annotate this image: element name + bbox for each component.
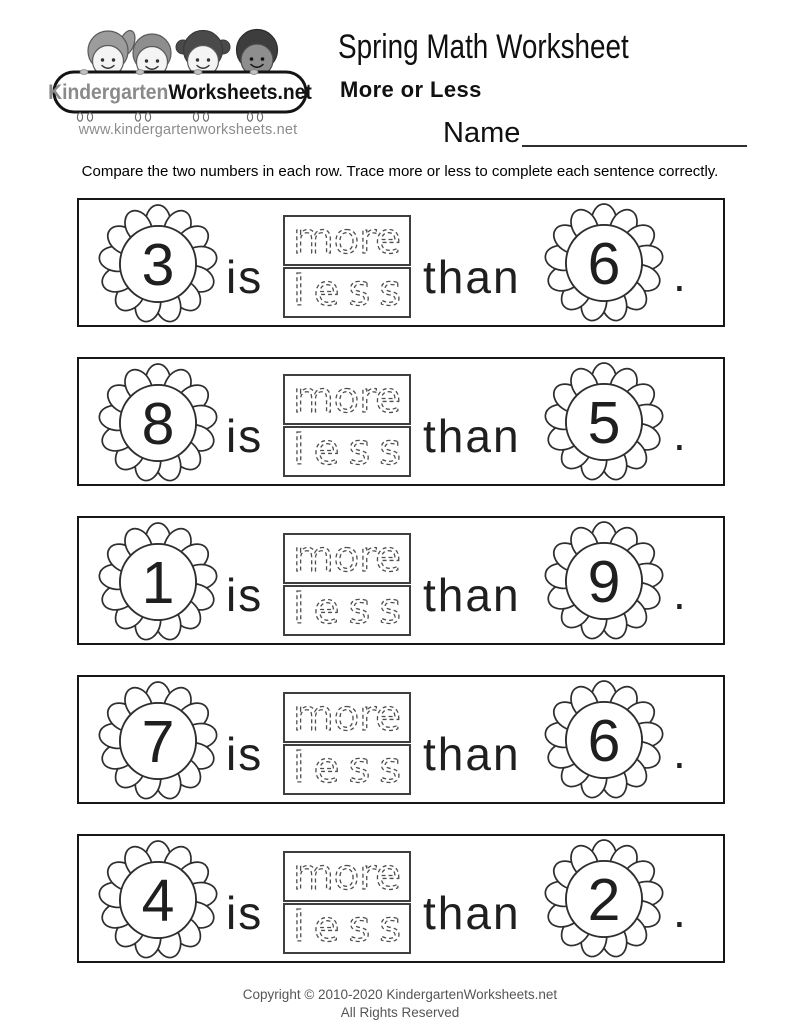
trace-box: [283, 692, 411, 795]
sentence-period: .: [673, 249, 686, 301]
word-than: than: [423, 251, 521, 303]
word-is: is: [226, 251, 264, 303]
flower-number-right: 9: [587, 548, 621, 615]
word-is: is: [226, 728, 264, 780]
flower-number-right: 6: [587, 230, 621, 297]
trace-word-less: less: [293, 269, 401, 315]
sentence-period: .: [673, 885, 686, 937]
trace-word-more: more: [293, 694, 401, 740]
flower-icon: [99, 523, 217, 641]
instructions-text: Compare the two numbers in each row. Trace more or less to complete each sentence correctly.: [81, 163, 719, 180]
word-than: than: [423, 728, 521, 780]
trace-word-more: more: [293, 376, 401, 422]
trace-box: [283, 215, 411, 318]
trace-cell-more: [283, 692, 411, 743]
trace-box: [283, 851, 411, 954]
worksheet-rows: [77, 198, 725, 993]
name-blank-line: [522, 144, 747, 147]
flower-icon: [99, 682, 217, 800]
page-title: Spring Math Worksheet: [338, 28, 629, 66]
word-is: is: [226, 569, 264, 621]
trace-cell-more: [283, 215, 411, 266]
flower-number-left: 8: [141, 390, 175, 457]
flower-icon: [99, 205, 217, 323]
trace-box: [283, 533, 411, 636]
flower-icon: [545, 522, 663, 640]
flower-icon: [545, 681, 663, 799]
word-than: than: [423, 410, 521, 462]
trace-box: [283, 374, 411, 477]
website-url: www.kindergartenworksheets.net: [78, 122, 298, 138]
flower-icon: [99, 841, 217, 959]
flower-number-right: 2: [587, 866, 621, 933]
trace-cell-less: [283, 744, 411, 795]
kid-girl-pigtails: [176, 31, 230, 77]
flower-number-left: 4: [141, 867, 175, 934]
trace-cell-less: [283, 903, 411, 954]
worksheet-row: [77, 357, 725, 486]
flower-number-left: 7: [141, 708, 175, 775]
sentence-period: .: [673, 567, 686, 619]
logo-wordmark-worksheets: Worksheets.net: [168, 81, 312, 104]
name-label: Name: [443, 117, 521, 149]
word-than: than: [423, 569, 521, 621]
trace-cell-less: [283, 426, 411, 477]
trace-cell-less: [283, 585, 411, 636]
trace-word-more: more: [293, 217, 401, 263]
word-than: than: [423, 887, 521, 939]
copyright-footer: [0, 986, 800, 1022]
kid-boy-dark: [237, 30, 278, 77]
kid-feet: [77, 113, 262, 121]
flower-icon: [545, 840, 663, 958]
trace-word-less: less: [293, 905, 401, 951]
flower-number-right: 6: [587, 707, 621, 774]
trace-word-more: more: [293, 853, 401, 899]
flower-number-right: 5: [587, 389, 621, 456]
flower-number-left: 3: [141, 231, 175, 298]
trace-word-less: less: [293, 428, 401, 474]
worksheet-row: [77, 675, 725, 804]
worksheet-row: [77, 516, 725, 645]
flower-icon: [545, 363, 663, 481]
worksheet-row: [77, 198, 725, 327]
sentence-period: .: [673, 408, 686, 460]
flower-number-left: 1: [141, 549, 175, 616]
trace-cell-more: [283, 851, 411, 902]
trace-cell-more: [283, 533, 411, 584]
trace-word-less: less: [293, 587, 401, 633]
kid-girl-ponytail: [88, 28, 138, 76]
name-field: [443, 118, 747, 150]
worksheet-row: [77, 834, 725, 963]
word-is: is: [226, 887, 264, 939]
rights-line: All Rights Reserved: [340, 1005, 460, 1021]
flower-icon: [545, 204, 663, 322]
flower-icon: [99, 364, 217, 482]
logo-wordmark: [48, 73, 312, 113]
copyright-line: Copyright © 2010-2020 KindergartenWorksheets.net: [242, 987, 558, 1002]
sentence-period: .: [673, 726, 686, 778]
logo-wordmark-kindergarten: Kindergarten: [48, 81, 169, 104]
trace-word-more: more: [293, 535, 401, 581]
trace-cell-more: [283, 374, 411, 425]
page-subtitle: More or Less: [340, 77, 482, 102]
word-is: is: [226, 410, 264, 462]
trace-word-less: less: [293, 746, 401, 792]
trace-cell-less: [283, 267, 411, 318]
